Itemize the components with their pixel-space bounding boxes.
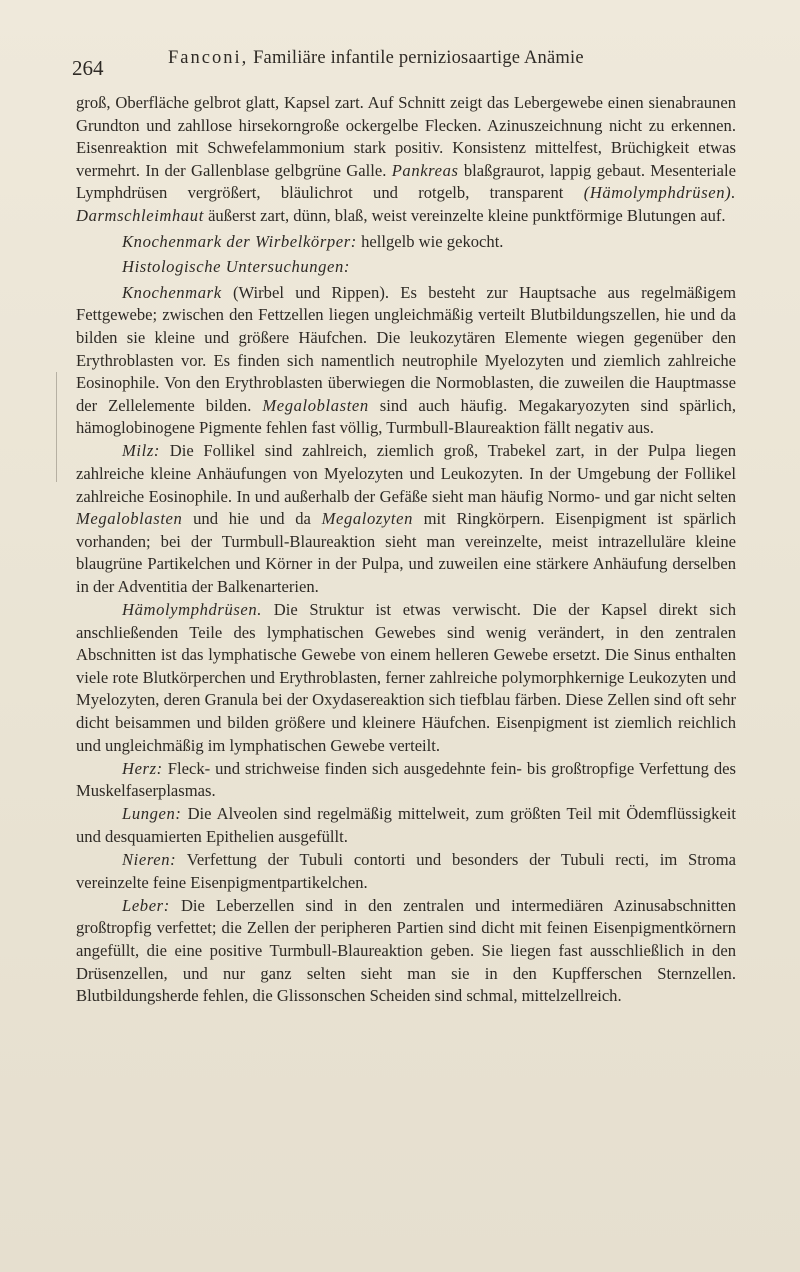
- page-number: 264: [72, 56, 104, 80]
- section-leber: Leber: Die Leberzellen sind in den zentralen und intermediären Azinusabschnitten großtropfig verfettet; die Zellen der peripheren Partien sind dicht mit feinen Eisenpigmentkörnern angefüllt, die eine positive Turmbull-Blaureaktion geben. Sie liegen fast ausschließlich in den Drüsenzellen, und nur ganz selten sieht man sie in den Kupfferschen Sternzellen. Blutbildungsherde fehlen, die Glissonschen Scheiden sind schmal, mittelzellreich.: [76, 895, 736, 1006]
- herz-label: Herz:: [122, 758, 163, 778]
- page-header: [72, 48, 736, 82]
- leber-label: Leber:: [122, 895, 170, 915]
- nieren-label: Nieren:: [122, 850, 177, 870]
- hamolymph-label: Hämolymphdrüsen.: [122, 600, 263, 620]
- margin-pencil-mark: [56, 372, 65, 482]
- hamolymph-inline-label: (Hämolymphdrüsen).: [583, 183, 736, 203]
- histologie-heading: Histologische Untersuchungen:: [122, 257, 351, 277]
- knochenmark-wirbel-paragraph: Knochenmark der Wirbelkörper: hellgelb wie gekocht.: [122, 231, 504, 251]
- knochenmark-label: Knochenmark: [122, 282, 222, 302]
- author-name: Fanconi,: [168, 48, 249, 68]
- knochenmark-wirbel-label: Knochenmark der Wirbelkörper:: [122, 231, 357, 251]
- section-milz: Milz: Die Follikel sind zahlreich, ziemlich groß, Trabekel zart, in der Pulpa liegen zahlreiche kleine Anhäufungen von Myelozyten und Leukozyten. In der Umgebung der Follikel zahlreiche Eosinophile. In und außerhalb der Gefäße sieht man häufig Normo- und gar nicht selten Megaloblasten und hie und da Megalozyten mit Ringkörpern. Eisenpigment ist spärlich vorhanden; bei der Turmbull-Blaureaktion sieht man vereinzelte, meist intrazelluläre kleine blaugrüne Partikelchen und Körner in der Pulpa, und zuweilen eine stärkere Anhäufung derselben in der Adventitia der Balkenarterien.: [76, 441, 736, 596]
- pankreas-label: Pankreas: [391, 160, 459, 180]
- section-lungen: Lungen: Die Alveolen sind regelmäßig mittelweit, zum größten Teil mit Ödemflüssigkeit und desquamierten Epithelien ausgefüllt.: [76, 804, 736, 846]
- intro-paragraph: groß, Oberfläche gelbrot glatt, Kapsel zart. Auf Schnitt zeigt das Lebergewebe einen sienabraunen Grundton und zahllose hirsekorngroße ockergelbe Flecken. Azinuszeichnung nicht zu erkennen. Eisenreaktion mit Schwefelammonium stark positiv. Konsistenz mittelfest, Brüchigkeit etwas vermehrt. In der Gallenblase gelbgrüne Galle. Pankreas blaßgraurot, lappig gebaut. Mesenteriale Lymphdrüsen vergrößert, bläulichrot und rotgelb, transparent (Hämolymphdrüsen). Darmschleimhaut äußerst zart, dünn, blaß, weist vereinzelte kleine punktförmige Blutungen auf.: [76, 93, 736, 225]
- running-title: [168, 48, 584, 69]
- milz-label: Milz:: [122, 441, 161, 461]
- section-hamolymph: Hämolymphdrüsen. Die Struktur ist etwas verwischt. Die der Kapsel direkt sich anschließenden Teile des lymphatischen Gewebes sind wenig verändert, in den zentralen Abschnitten ist das lymphatische Gewebe von einem helleren Gewebe ersetzt. Die Sinus enthalten viele rote Blutkörperchen und Erythroblasten, ferner zahlreiche polymorphkernige Leukozyten und Myelozyten, deren Granula bei der Oxydasereaktion sich tiefblau färben. Diese Zellen sind oft sehr dicht beisammen und bilden größere und kleinere Häufchen. Eisenpigment ist ziemlich reichlich und ungleichmäßig im lymphatischen Gewebe verteilt.: [76, 600, 736, 755]
- lungen-label: Lungen:: [122, 804, 182, 824]
- section-herz: Herz: Fleck- und strichweise finden sich ausgedehnte fein- bis großtropfige Verfettung des Muskelfaserplasmas.: [76, 758, 736, 801]
- darm-label: Darmschleimhaut: [76, 205, 204, 225]
- section-knochenmark: Knochenmark (Wirbel und Rippen). Es besteht zur Hauptsache aus regelmäßigem Fettgewebe; zwischen den Fettzellen liegen ungleichmäßig verteilt Blutbildungszellen, hie und da bilden sie kleine und größere Häufchen. Die leukozytären Elemente wiegen gegenüber den Erythroblasten vor. Es finden sich namentlich neutrophile Myelozyten und ziemlich zahlreiche Eosinophile. Von den Erythroblasten überwiegen die Normoblasten, die zuweilen die Hauptmasse der Zellelemente bilden. Megaloblasten sind auch häufig. Megakaryozyten sind spärlich, hämoglobinogene Pigmente fehlen fast völlig, Turmbull-Blaureaktion fällt negativ aus.: [76, 282, 736, 438]
- article-title: Familiäre infantile perniziosaartige Anämie: [253, 48, 584, 68]
- section-nieren: Nieren: Verfettung der Tubuli contorti und besonders der Tubuli recti, im Stroma vereinzelte feine Eisenpigmentpartikelchen.: [76, 850, 736, 892]
- body-text: [76, 92, 736, 1008]
